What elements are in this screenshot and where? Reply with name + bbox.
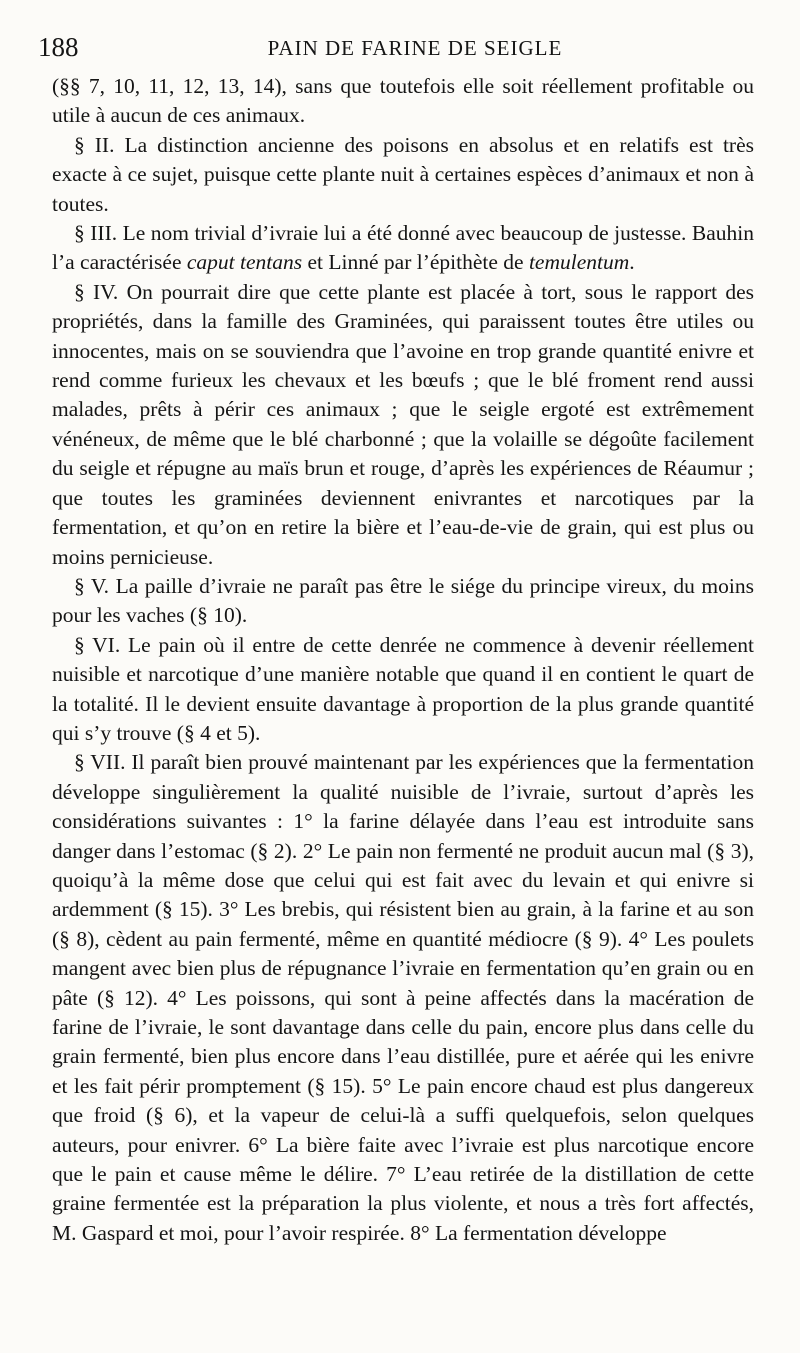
paragraph-section-7: § VII. Il paraît bien prouvé maintenant par les expériences que la fermentation développe singulièrement la qualité nuisible de l’ivraie, surtout d’après les considérations suivantes : 1° la farine délayée dans l’eau est introduite sans danger dans l’estomac (§ 2). 2° Le pain non fermenté ne produit aucun mal (§ 3), quoiqu’à la même dose que celui qui est fait avec du levain et qui enivre si ardemment (§ 15). 3° Les brebis, qui résistent bien au grain, à la farine et au son (§ 8), cèdent au pain fermenté, même en quantité médiocre (§ 9). 4° Les poulets mangent avec bien plus de répugnance l’ivraie en fermentation qu’en grain ou en pâte (§ 12). 4° Les poissons, qui sont à peine affectés dans la macération de farine de l’ivraie, le sont davantage dans celle du pain, encore plus dans celle du grain fermenté, bien plus encore dans l’eau distillée, pure et aérée qui les enivre et les fait périr promptement (§ 15). 5° Le pain encore chaud est plus dangereux que froid (§ 6), et la vapeur de celui-là a suffi quelquefois, selon quelques auteurs, pour enivrer. 6° La bière faite avec l’ivraie est plus narcotique encore que le pain et cause même le délire. 7° L’eau retirée de la distillation de cette graine fermentée est la préparation la plus violente, et nous a très fort affectés, M. Gaspard et moi, pour l’avoir respirée. 8° La fermentation développe bbox=[52, 750, 754, 1245]
latin-term-temulentum: temulentum bbox=[528, 250, 630, 275]
running-title: PAIN DE FARINE DE SEIGLE bbox=[267, 36, 563, 60]
paragraph-continuation: (§§ 7, 10, 11, 12, 13, 14), sans que toutefois elle soit réellement profitable ou utile à aucun de ces animaux. bbox=[52, 74, 754, 128]
paragraph-section-6: § VI. Le pain où il entre de cette denrée ne commence à devenir réellement nuisible et narcotique d’une manière notable que quand il en contient le quart de la totalité. Il le devient ensuite davantage à proportion de la plus grande quantité qui s’y trouve (§ 4 et 5). bbox=[52, 632, 754, 745]
page-number: 188 bbox=[38, 32, 79, 62]
paragraph-section-3-text-b: et Linné par l’épithète de bbox=[302, 250, 529, 275]
paragraph-section-5: § V. La paille d’ivraie ne paraît pas être le siége du principe vireux, du moins pour les vaches (§ 10). bbox=[52, 573, 754, 628]
latin-term-caput-tentans: caput tentans bbox=[186, 250, 303, 275]
page-body bbox=[52, 72, 754, 1248]
paragraph-section-3 bbox=[52, 219, 754, 278]
paragraph-section-4: § IV. On pourrait dire que cette plante est placée à tort, sous le rapport des propriétés, dans la famille des Graminées, qui paraissent toutes être utiles ou innocentes, mais on se souviendra que l’avoine en trop grande quantité enivre et rend comme furieux les chevaux et les bœufs ; que le blé froment rend aussi malades, prêts à périr ces animaux ; que le seigle ergoté est extrêmement vénéneux, de même que le blé charbonné ; que la volaille se dégoûte facilement du seigle et répugne au maïs brun et rouge, d’après les expériences de Réaumur ; que toutes les graminées deviennent enivrantes et narcotiques par la fermentation, et qu’on en retire la bière et l’eau-de-vie de grain, qui est plus ou moins pernicieuse. bbox=[52, 279, 754, 569]
paragraph-section-2: § II. La distinction ancienne des poisons en absolus et en relatifs est très exacte à ce sujet, puisque cette plante nuit à certaines espèces d’animaux et non à toutes. bbox=[52, 132, 754, 216]
paragraph-section-3-text-a: § III. Le nom trivial d’ivraie lui a été donné avec beaucoup de justesse. Bauhin l’a caractérisée bbox=[52, 221, 754, 275]
paragraph-section-3-text-c: . bbox=[629, 250, 635, 275]
